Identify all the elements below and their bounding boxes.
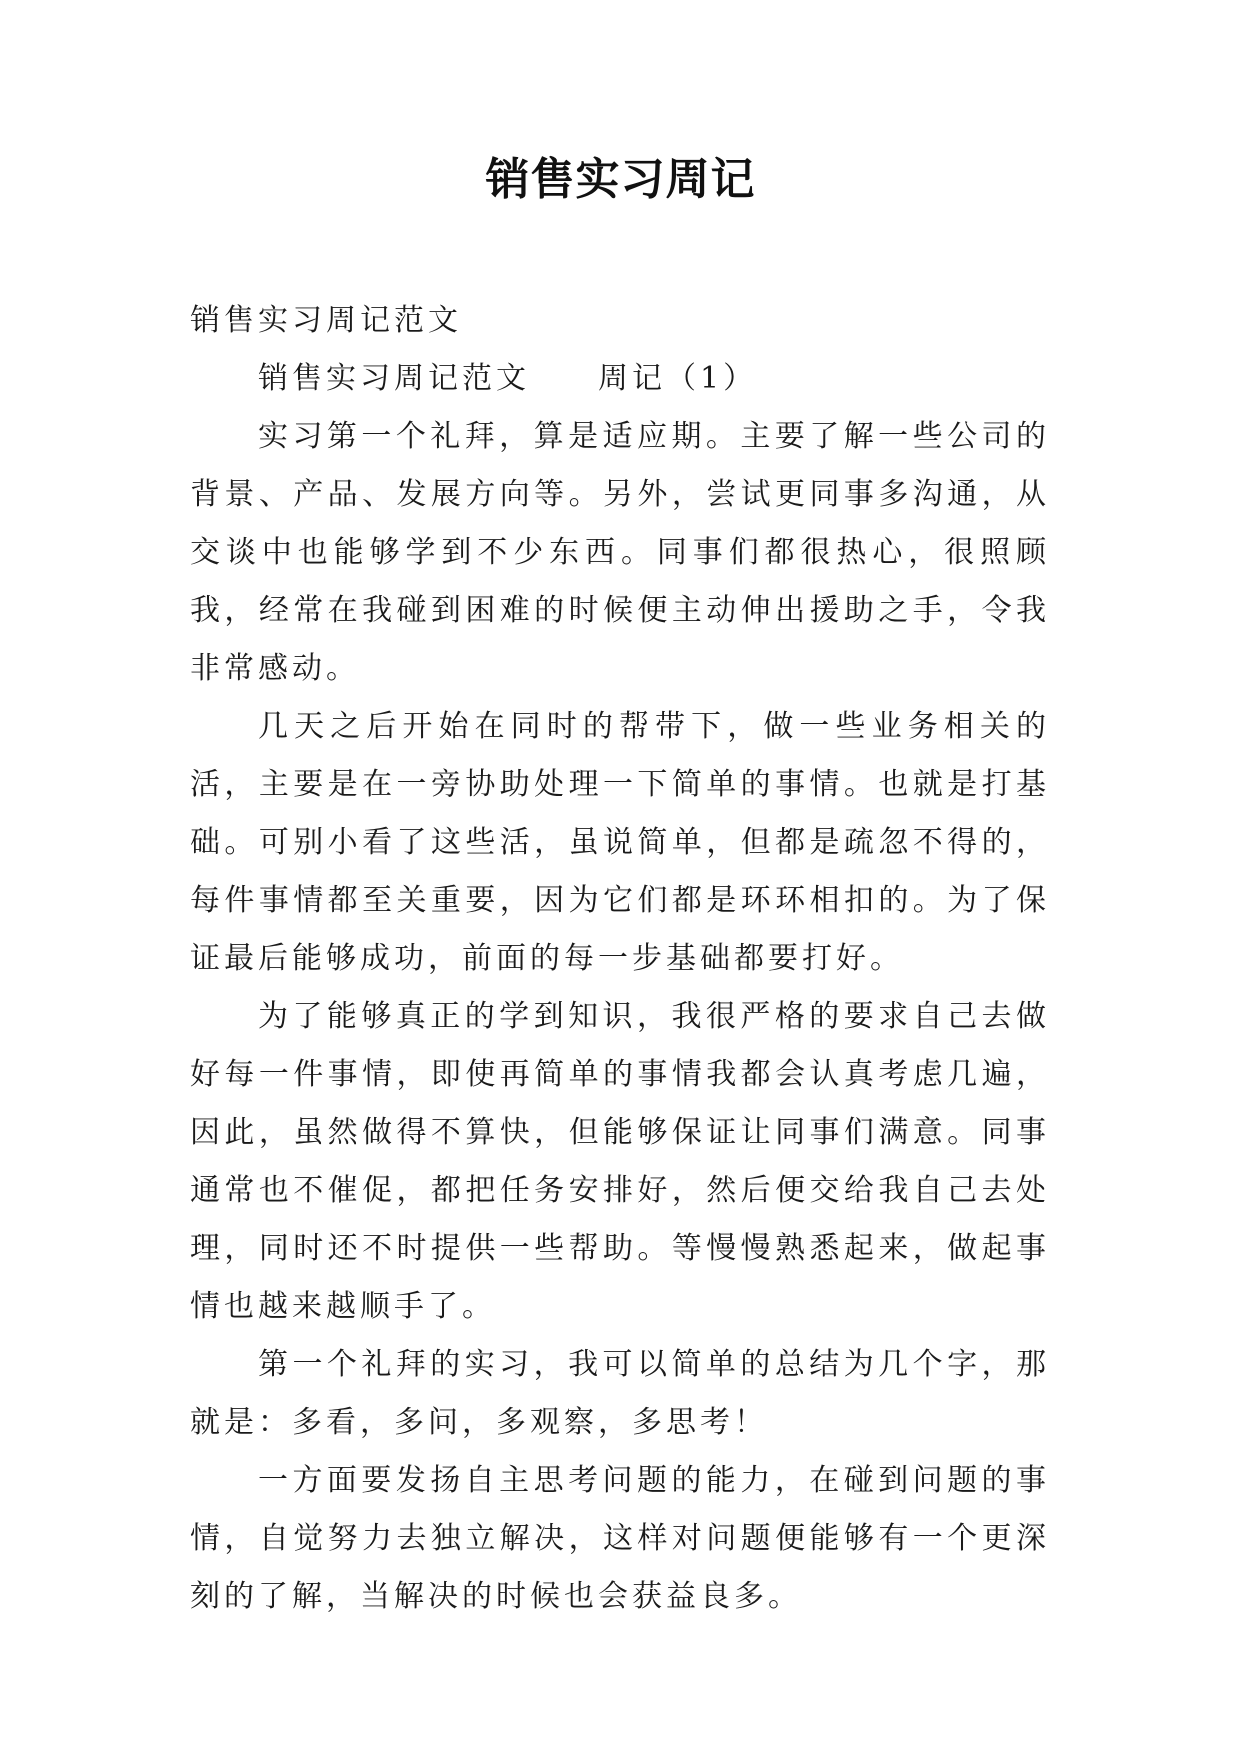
paragraph-5: 一方面要发扬自主思考问题的能力，在碰到问题的事情，自觉努力去独立解决，这样对问题便能够有一个更深刻的了解，当解决的时候也会获益良多。 <box>190 1463 1050 1614</box>
section-subheading: 销售实习周记范文 周记（1） <box>258 361 758 396</box>
paragraph-3: 为了能够真正的学到知识，我很严格的要求自己去做好每一件事情，即使再简单的事情我都会认真考虑几遍，因此，虽然做得不算快，但能够保证让同事们满意。同事通常也不催促，都把任务安排好，然后便交给我自己去处理，同时还不时提供一些帮助。等慢慢熟悉起来，做起事情也越来越顺手了。 <box>190 999 1050 1324</box>
paragraph-4: 第一个礼拜的实习，我可以简单的总结为几个字，那就是：多看，多问，多观察，多思考！ <box>190 1347 1050 1440</box>
section-heading: 销售实习周记范文 <box>190 303 462 338</box>
document-body <box>190 292 1050 1626</box>
document-title: 销售实习周记 <box>485 154 756 205</box>
paragraph-2: 几天之后开始在同时的帮带下，做一些业务相关的活，主要是在一旁协助处理一下简单的事情。也就是打基础。可别小看了这些活，虽说简单，但都是疏忽不得的，每件事情都至关重要，因为它们都是环环相扣的。为了保证最后能够成功，前面的每一步基础都要打好。 <box>190 709 1050 976</box>
paragraph-1: 实习第一个礼拜，算是适应期。主要了解一些公司的背景、产品、发展方向等。另外，尝试更同事多沟通，从交谈中也能够学到不少东西。同事们都很热心，很照顾我，经常在我碰到困难的时候便主动伸出援助之手，令我非常感动。 <box>190 419 1050 686</box>
